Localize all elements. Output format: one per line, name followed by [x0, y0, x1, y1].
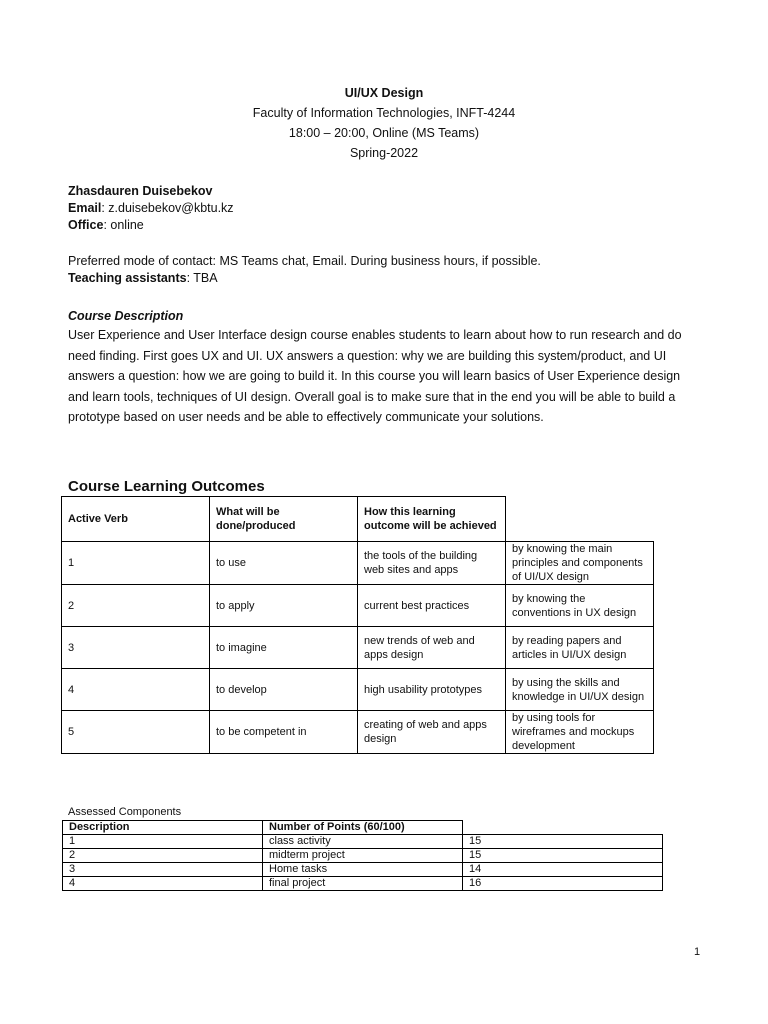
- column-header: How this learning outcome will be achieved: [358, 497, 506, 542]
- what-produced: the tools of the building web sites and apps: [358, 542, 506, 585]
- empty-cell: [506, 497, 654, 542]
- row-number: 3: [62, 627, 210, 669]
- row-number: 4: [62, 669, 210, 711]
- empty-cell: [463, 821, 663, 835]
- row-number: 3: [63, 863, 263, 877]
- description-line: User Experience and User Interface design course enables students to learn about how to run research and do: [68, 328, 682, 342]
- email-line: [68, 200, 698, 217]
- course-header: [0, 83, 768, 163]
- email-value: : z.duisebekov@kbtu.kz: [101, 201, 234, 215]
- description-line: answers a question: how we are going to build it. In this course you will learn basics of User Experience design: [68, 369, 681, 383]
- course-title: UI/UX Design: [344, 86, 424, 100]
- component-name: midterm project: [263, 849, 463, 863]
- office-value: : online: [103, 218, 144, 232]
- description-line: and learn tools, techniques of UI design. Overall goal is to make sure that in the end you will be able to build a: [68, 389, 676, 404]
- component-name: class activity: [263, 835, 463, 849]
- office-label: Office: [68, 218, 104, 232]
- table-header-row: [63, 821, 663, 835]
- email-label: Email: [68, 201, 102, 215]
- learning-outcomes-title: Course Learning Outcomes: [68, 478, 265, 495]
- what-produced: high usability prototypes: [358, 669, 506, 711]
- ta-label: Teaching assistants: [68, 271, 187, 285]
- table-row: [62, 711, 654, 754]
- description-line: prototype based on user needs and be able to effectively communicate your solutions.: [68, 410, 544, 424]
- ta-value: : TBA: [186, 271, 218, 285]
- table-row: [62, 542, 654, 585]
- how-achieved: by using tools for wireframes and mockups development: [506, 711, 654, 754]
- instructor-name: Zhasdauren Duisebekov: [68, 184, 213, 198]
- active-verb: to imagine: [210, 627, 358, 669]
- component-points: 16: [463, 877, 663, 891]
- faculty-line: Faculty of Information Technologies, INFT-4244: [252, 106, 516, 120]
- column-header: Active Verb: [62, 497, 210, 542]
- learning-outcomes-table: [61, 496, 654, 754]
- schedule-line: 18:00 – 20:00, Online (MS Teams): [288, 126, 480, 140]
- table-row: [63, 877, 663, 891]
- course-description-text: [68, 325, 698, 428]
- table-row: [62, 627, 654, 669]
- component-points: 15: [463, 835, 663, 849]
- active-verb: to apply: [210, 585, 358, 627]
- row-number: 1: [62, 542, 210, 585]
- table-header-row: [62, 497, 654, 542]
- active-verb: to develop: [210, 669, 358, 711]
- active-verb: to use: [210, 542, 358, 585]
- column-header: Number of Points (60/100): [263, 821, 463, 835]
- column-header: What will be done/produced: [210, 497, 358, 542]
- preferred-contact: Preferred mode of contact: MS Teams chat, Email. During business hours, if possible.: [68, 254, 541, 268]
- page-number: 1: [694, 946, 701, 958]
- course-description-heading: Course Description: [68, 309, 184, 323]
- description-line: need finding. First goes UX and UI. UX answers a question: why we are building this system/product, and UI: [68, 348, 667, 363]
- table-row: [62, 585, 654, 627]
- contact-info: [68, 253, 698, 287]
- ta-line: [68, 270, 698, 287]
- course-description: [68, 308, 698, 428]
- assessed-components-caption: Assessed Components: [68, 806, 182, 818]
- table-row: [62, 669, 654, 711]
- how-achieved: by knowing the conventions in UX design: [506, 585, 654, 627]
- column-header: Description: [63, 821, 263, 835]
- row-number: 5: [62, 711, 210, 754]
- how-achieved: by using the skills and knowledge in UI/UX design: [506, 669, 654, 711]
- component-name: Home tasks: [263, 863, 463, 877]
- component-points: 14: [463, 863, 663, 877]
- instructor-info: [68, 183, 698, 234]
- how-achieved: by knowing the main principles and components of UI/UX design: [506, 542, 654, 585]
- row-number: 4: [63, 877, 263, 891]
- what-produced: current best practices: [358, 585, 506, 627]
- assessed-components-table: [62, 820, 663, 891]
- component-points: 15: [463, 849, 663, 863]
- term-line: Spring-2022: [349, 146, 419, 160]
- active-verb: to be competent in: [210, 711, 358, 754]
- what-produced: new trends of web and apps design: [358, 627, 506, 669]
- row-number: 1: [63, 835, 263, 849]
- what-produced: creating of web and apps design: [358, 711, 506, 754]
- table-row: [63, 849, 663, 863]
- row-number: 2: [63, 849, 263, 863]
- office-line: [68, 217, 698, 234]
- how-achieved: by reading papers and articles in UI/UX design: [506, 627, 654, 669]
- table-row: [63, 835, 663, 849]
- row-number: 2: [62, 585, 210, 627]
- component-name: final project: [263, 877, 463, 891]
- table-row: [63, 863, 663, 877]
